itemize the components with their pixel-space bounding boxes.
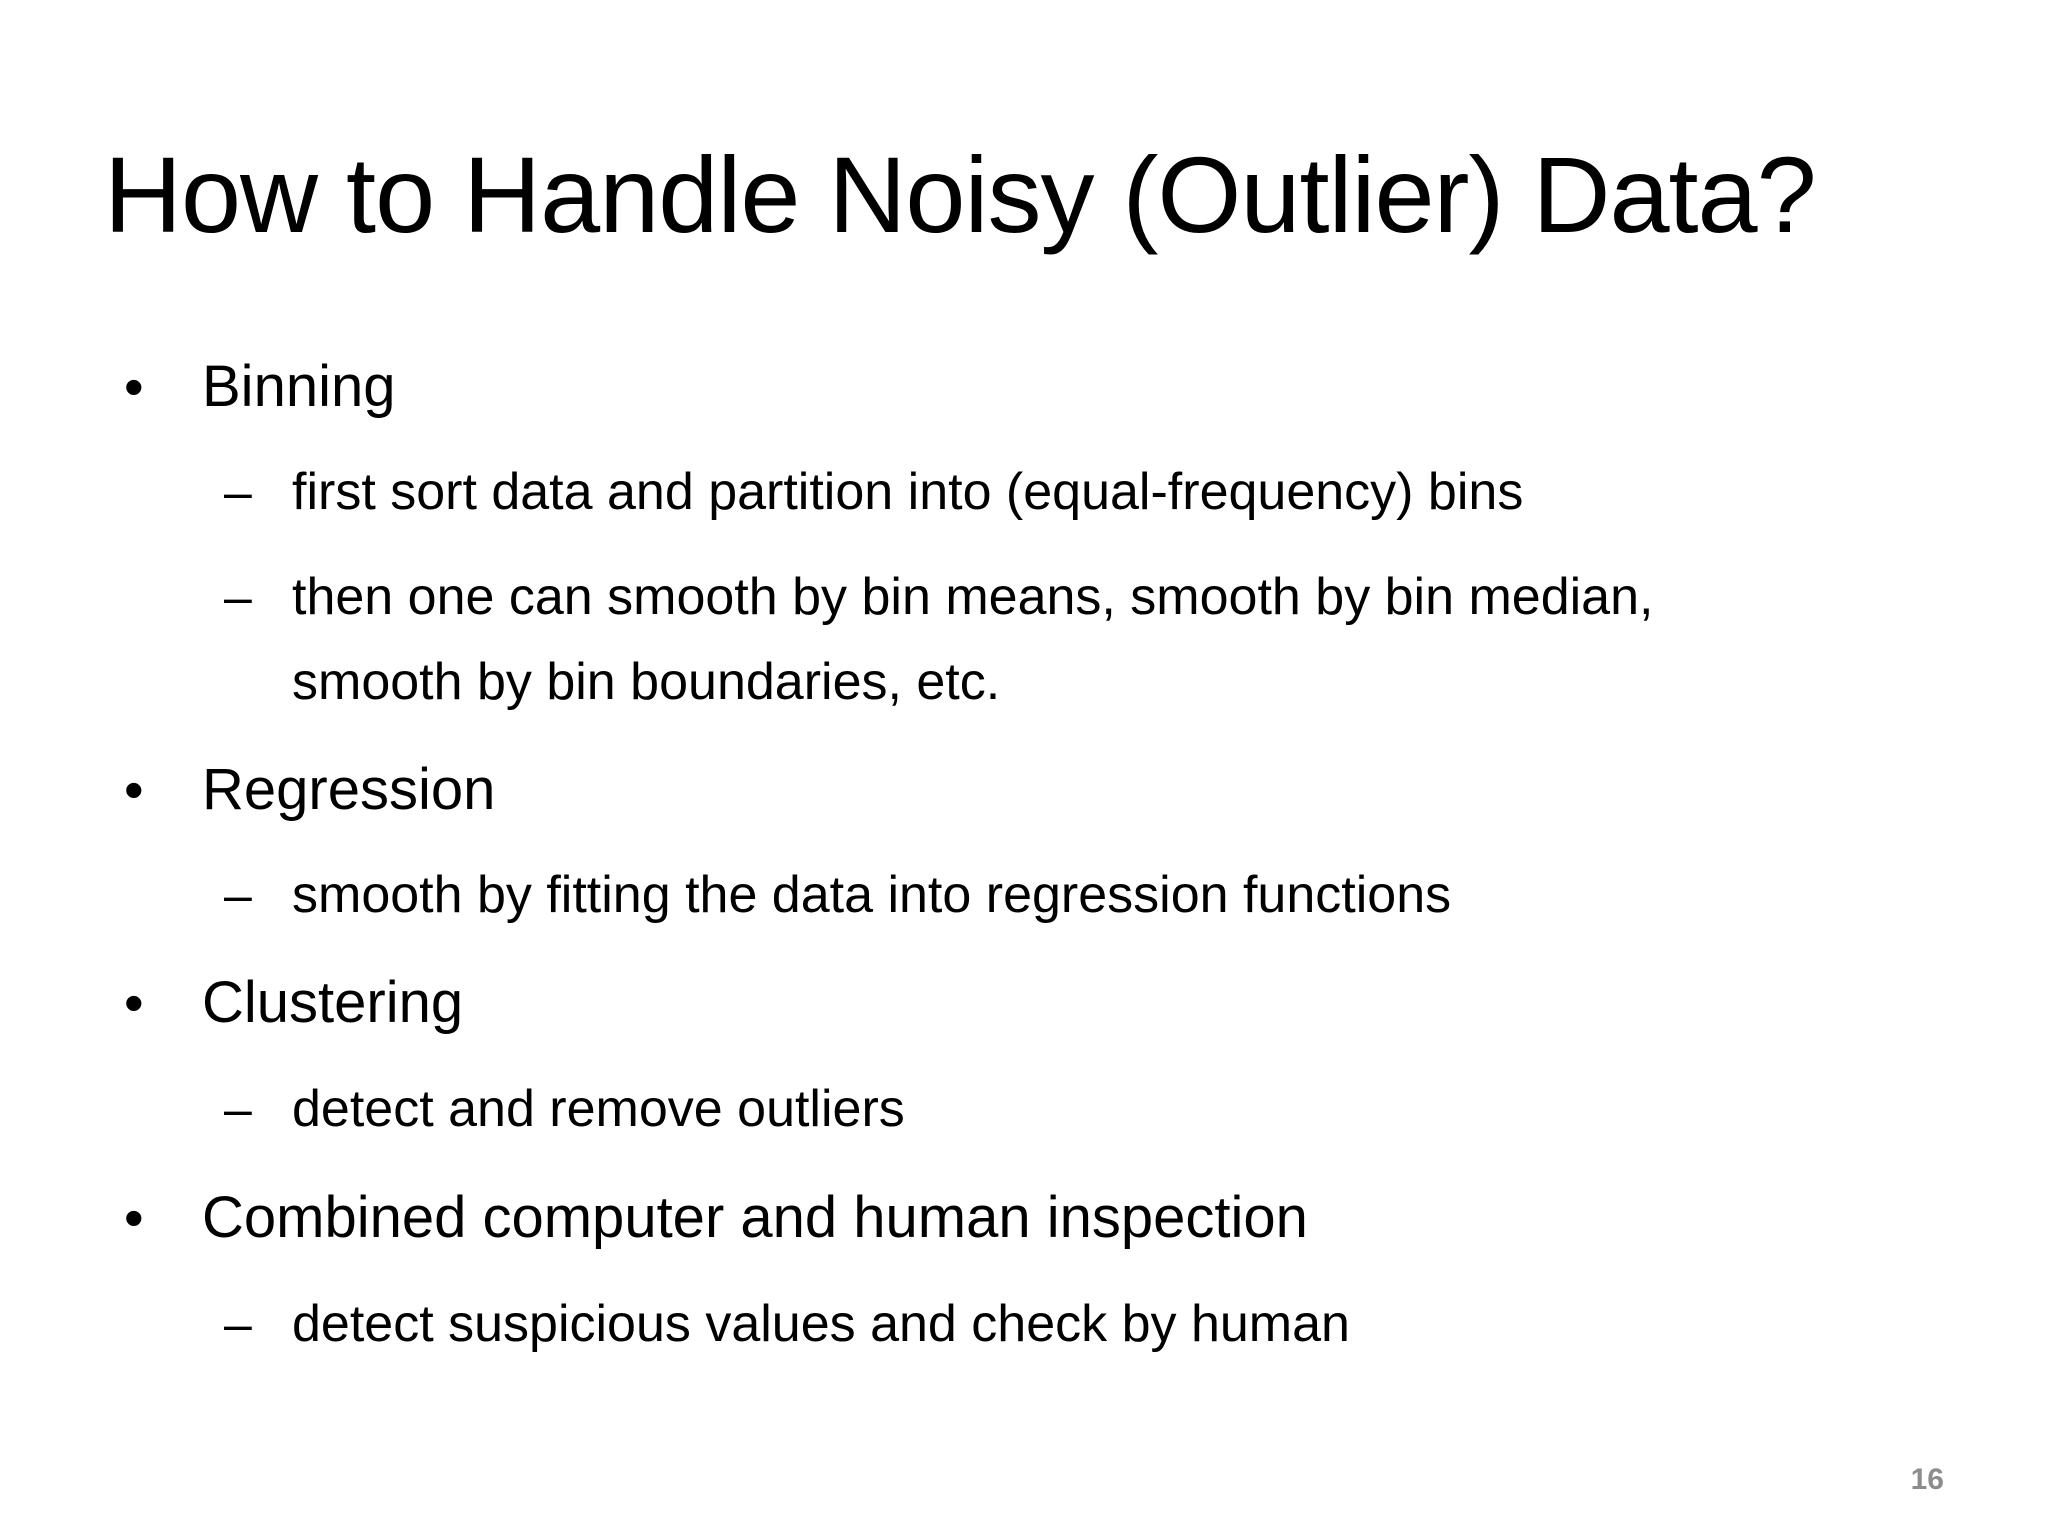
sub-marker: – (224, 569, 252, 625)
bullet-label: Clustering (202, 970, 464, 1035)
bullet-marker: • (124, 758, 144, 821)
sub-item-text: detect suspicious values and check by human (292, 1295, 1350, 1353)
page-number: 16 (1910, 1463, 1944, 1496)
bullet-marker: • (124, 971, 144, 1034)
sub-marker: – (224, 1081, 252, 1137)
sub-item-text: first sort data and partition into (equal-frequency) bins (292, 463, 1524, 521)
sub-item-text: smooth by bin boundaries, etc. (292, 653, 1001, 711)
sub-marker: – (224, 1296, 252, 1352)
bullet-marker: • (124, 1186, 144, 1249)
sub-item-text: detect and remove outliers (292, 1080, 905, 1138)
sub-item-text: smooth by fitting the data into regression functions (292, 866, 1452, 924)
sub-marker: – (224, 464, 252, 520)
sub-marker: – (224, 867, 252, 923)
bullet-marker: • (124, 355, 144, 418)
sub-item-text: then one can smooth by bin means, smooth by bin median, (292, 568, 1654, 626)
slide-title: How to Handle Noisy (Outlier) Data? (104, 134, 1816, 255)
bullet-label: Regression (202, 757, 496, 822)
bullet-label: Binning (202, 354, 396, 419)
bullet-label: Combined computer and human inspection (202, 1185, 1308, 1250)
